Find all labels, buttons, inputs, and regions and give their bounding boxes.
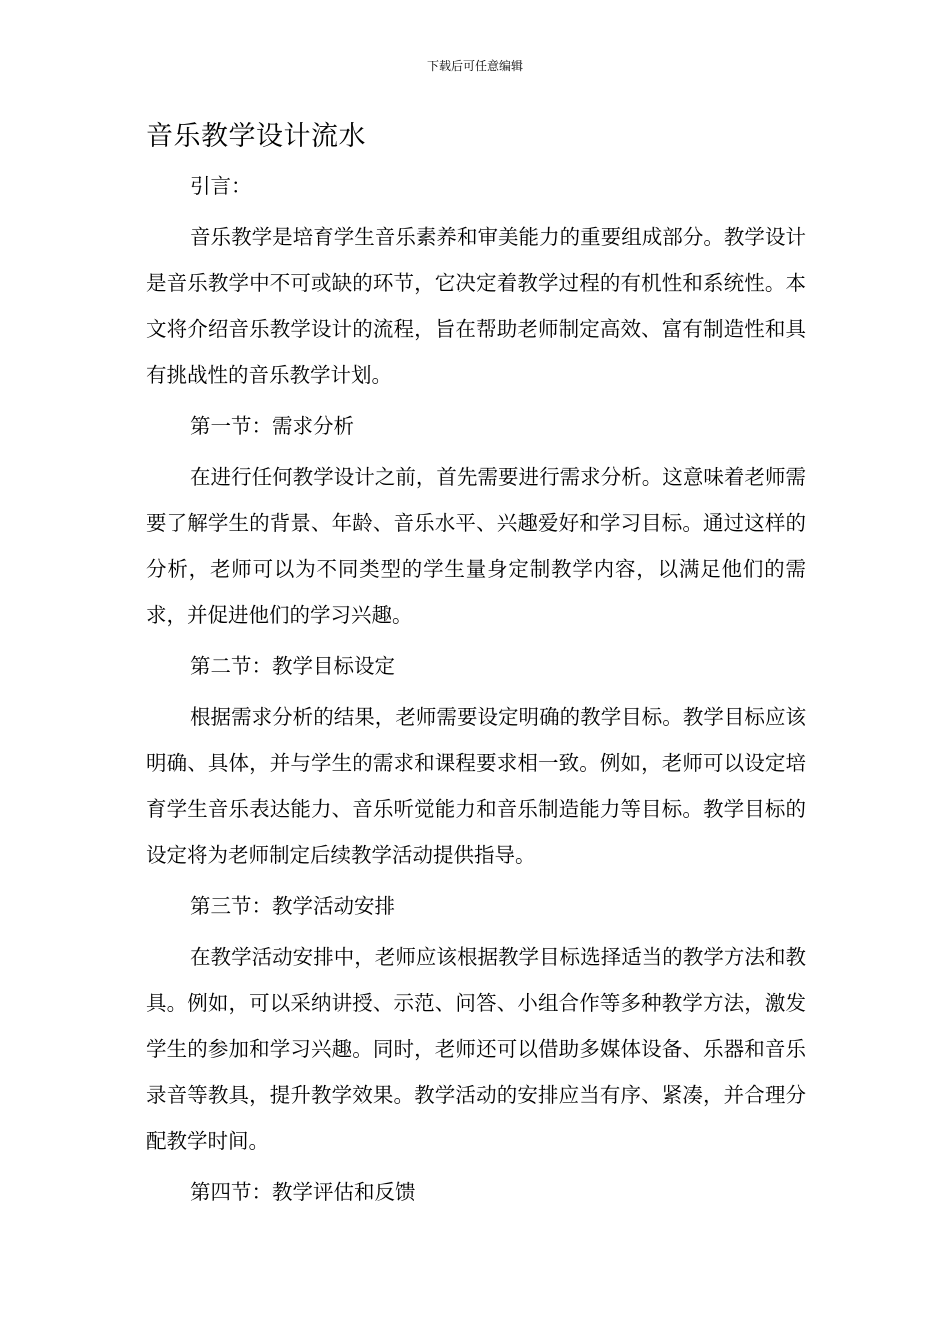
paragraph-activity-plan: 在教学活动安排中，老师应该根据教学目标选择适当的教学方法和教具。例如，可以采纳讲授、示范、问答、小组合作等多种教学方法，激发学生的参加和学习兴趣。同时，老师还可以借助多媒体设备、乐器和音乐录音等教具，提升教学效果。教学活动的安排应当有序、紧凑，并合理分配教学时间。: [146, 945, 806, 1153]
document-title: 音乐教学设计流水: [146, 121, 366, 152]
paragraph-intro: 音乐教学是培育学生音乐素养和审美能力的重要组成部分。教学设计是音乐教学中不可或缺的环节，它决定着教学过程的有机性和系统性。本文将介绍音乐教学设计的流程，旨在帮助老师制定高效、富有制造性和具有挑战性的音乐教学计划。: [146, 225, 806, 387]
header-note: 下载后可任意编辑: [426, 59, 523, 73]
section-heading-activity-plan: 第三节：教学活动安排: [190, 894, 395, 918]
section-heading-evaluation: 第四节：教学评估和反馈: [190, 1180, 416, 1204]
paragraph-goal-setting: 根据需求分析的结果，老师需要设定明确的教学目标。教学目标应该明确、具体，并与学生的需求和课程要求相一致。例如，老师可以设定培育学生音乐表达能力、音乐听觉能力和音乐制造能力等目标。教学目标的设定将为老师制定后续教学活动提供指导。: [146, 705, 806, 867]
paragraph-needs-analysis: 在进行任何教学设计之前，首先需要进行需求分析。这意味着老师需要了解学生的背景、年龄、音乐水平、兴趣爱好和学习目标。通过这样的分析，老师可以为不同类型的学生量身定制教学内容，以满足他们的需求，并促进他们的学习兴趣。: [146, 465, 806, 627]
section-heading-needs-analysis: 第一节：需求分析: [190, 414, 354, 438]
document-body: [146, 116, 806, 1215]
section-heading-intro: 引言：: [190, 174, 252, 198]
section-heading-goal-setting: 第二节：教学目标设定: [190, 654, 395, 678]
